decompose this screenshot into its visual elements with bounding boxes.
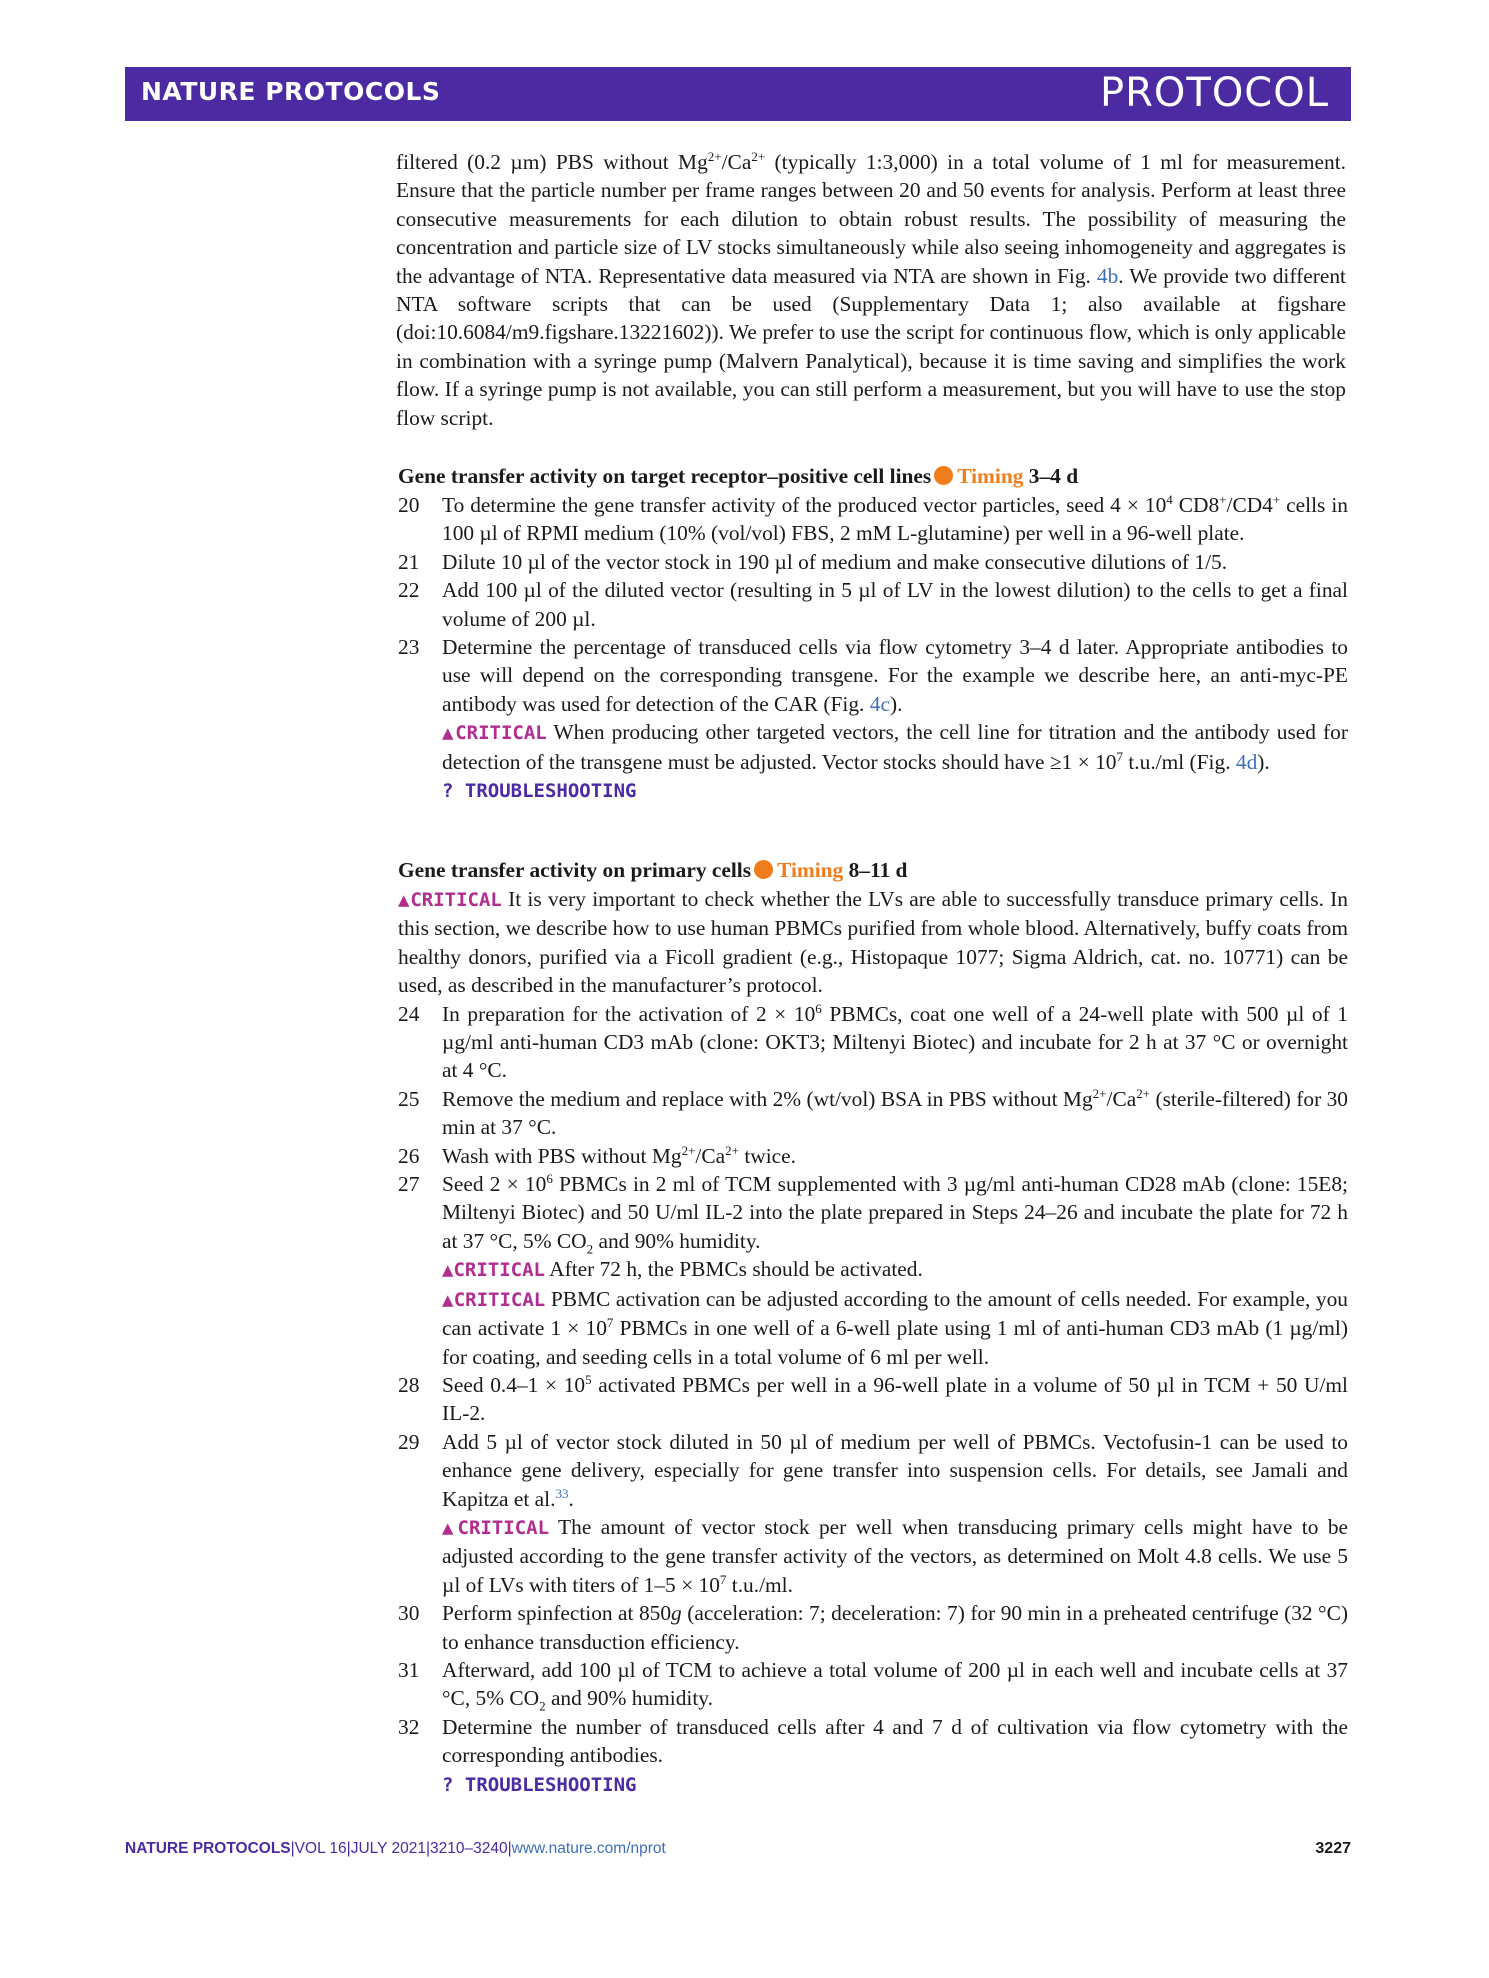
footer-pages: 3210–3240 xyxy=(430,1840,508,1857)
step-20: 20 To determine the gene transfer activity of the produced vector particles, seed $4 \times 10^4$ CD8+/CD4+ cells in 100 µl of RPMI medium (10% (vol/vol) FBS, 2 mM L-glutamine) per well in a 96-well plate. xyxy=(398,491,1348,546)
step-30: 30 Perform spinfection at 850g (acceleration: 7; deceleration: 7) for 90 min in a preheated centrifuge (32 °C) to enhance transduction efficiency. xyxy=(398,1601,1348,1654)
header-bar xyxy=(125,67,1351,121)
footer-date: JULY 2021 xyxy=(350,1840,426,1857)
steps-section-2 xyxy=(398,885,1348,1799)
step-28: 28 Seed $0.4-1 \times 10^5$ activated PBMCs per well in a 96-well plate in a volume of 50 µl in TCM + 50 U/ml IL-2. xyxy=(398,1371,1348,1426)
footer-journal: NATURE PROTOCOLS xyxy=(125,1840,291,1857)
page-number: 3227 xyxy=(1315,1840,1351,1857)
step-25: 25 Remove the medium and replace with 2% (wt/vol) BSA in PBS without $Mg^{2+}/Ca^{2+}$ (sterile-filtered) for 30 min at 37 °C. xyxy=(398,1085,1348,1140)
intro-paragraph: filtered (0.2 µm) PBS without $Mg^{2+}/Ca^{2+}$ (typically 1:3,000) in a total volume of 1 ml for measurement. Ensure that the particle number per frame ranges between 20 and 50 events for analysis. Perform at least three consecutive measurements for each dilution to obtain robust results. The possibility of measuring the concentration and particle size of LV stocks simultaneously while also seeing inhomogeneity and aggregates is the advantage of NTA. Representative data measured via NTA are shown in Fig. 4b. We provide two different NTA software scripts that can be used (Supplementary Data 1; also available at figshare (doi:10.6084/m9.figshare.13221602)). We prefer to use the script for continuous flow, which is only applicable in combination with a syringe pump (Malvern Panalytical), because it is time saving and simplifies the work flow. If a syringe pump is not available, you can still perform a measurement, but you will have to use the stop flow script. xyxy=(396,148,1346,430)
troubleshooting-link[interactable]: ? TROUBLESHOOTING xyxy=(442,780,637,803)
figure-link-4c[interactable]: 4c xyxy=(869,691,890,716)
step-27: 27 Seed $2 \times 10^6$ PBMCs in 2 ml of TCM supplemented with 3 µg/ml anti-human CD28 mAb (clone: 15E8; Miltenyi Biotec) and 50 U/ml IL-2 into the plate prepared in Steps 24–26 and incubate the plate for 72 h at 37 °C, 5% $CO_2$ and 90% humidity. xyxy=(398,1170,1348,1257)
step-26: 26 Wash with PBS without $Mg^{2+}/Ca^{2+}$ twice. xyxy=(398,1142,796,1168)
timing-dot-icon xyxy=(754,860,773,879)
page-footer: NATURE PROTOCOLS|VOL 16|JULY 2021|3210–3240|www.nature.com/nprot 3227 xyxy=(125,1840,1351,1857)
section-intro: ▲CRITICAL It is very important to check whether the LVs are able to successfully transduce primary cells. In this section, we describe how to use human PBMCs purified from whole blood. Alternatively, buffy coats from healthy donors, purified via a Ficoll gradient (e.g., Histopaque 1077; Sigma Aldrich, cat. no. 10771) can be used, as described in the manufacturer’s protocol. xyxy=(398,887,1348,998)
critical-note: ▲CRITICAL The amount of vector stock per well when transducing primary cells might have to be adjusted according to the gene transfer activity of the vectors, as determined on Molt 4.8 cells. We use 5 µl of LVs with titers of $1-5 \times 10^7$ t.u./ml. xyxy=(442,1514,1349,1597)
footer-volume: VOL 16 xyxy=(294,1840,347,1857)
intro-block xyxy=(396,148,1346,432)
step-23: 23 Determine the percentage of transduced cells via flow cytometry 3–4 d later. Appropriate antibodies to use will depend on the corresponding transgene. For the example we describe here, an anti-myc-PE antibody was used for detection of the CAR (Fig. 4c). xyxy=(398,635,1348,716)
step-24: 24 In preparation for the activation of $2 \times 10^6$ PBMCs, coat one well of a 24-well plate with 500 µl of 1 µg/ml anti-human CD3 mAb (clone: OKT3; Miltenyi Biotec) and incubate for 2 h at 37 °C or overnight at 4 °C. xyxy=(398,1000,1348,1083)
critical-note: ▲CRITICAL PBMC activation can be adjusted according to the amount of cells needed. For example, you can activate $1 \times 10^7$ PBMCs in one well of a 6-well plate using 1 ml of anti-human CD3 mAb (1 µg/ml) for coating, and seeding cells in a total volume of 6 ml per well. xyxy=(442,1286,1349,1369)
footer-url[interactable]: www.nature.com/nprot xyxy=(511,1840,666,1857)
step-22: 22 Add 100 µl of the diluted vector (resulting in 5 µl of LV in the lowest dilution) to the cells to get a final volume of 200 µl. xyxy=(398,578,1348,631)
step-31: 31 Afterward, add 100 µl of TCM to achieve a total volume of 200 µl in each well and incubate cells at 37 °C, 5% $CO_2$ and 90% humidity. xyxy=(398,1657,1348,1714)
step-21: 21 Dilute 10 µl of the vector stock in 190 µl of medium and make consecutive dilutions of 1/5. xyxy=(398,549,1228,574)
figure-link-4b[interactable]: 4b xyxy=(1096,263,1119,288)
critical-note: ▲CRITICAL When producing other targeted vectors, the cell line for titration and the antibody used for detection of the transgene must be adjusted. Vector stocks should have $\ge 1 \times 10^7$ t.u./ml (Fig. 4d). xyxy=(442,720,1348,774)
timing-dot-icon xyxy=(934,466,953,485)
section-heading-primary-cells: Gene transfer activity on primary cells Timing 8–11 d xyxy=(398,858,908,882)
journal-name: NATURE PROTOCOLS xyxy=(141,77,441,106)
steps-section-1 xyxy=(398,491,1348,805)
critical-note: ▲CRITICAL After 72 h, the PBMCs should be activated. xyxy=(442,1257,923,1282)
step-32: 32 Determine the number of transduced cells after 4 and 7 d of cultivation via flow cytometry with the corresponding antibodies. xyxy=(398,1714,1348,1768)
section-label: PROTOCOL xyxy=(1099,70,1329,116)
reference-link-33[interactable]: 33 xyxy=(555,1485,569,1501)
step-29: 29 Add 5 µl of vector stock diluted in 50 µl of medium per well of PBMCs. Vectofusin-1 can be used to enhance gene delivery, especially for gene transfer into suspension cells. For details, see Jamali and Kapitza et al.$^{33}$. xyxy=(398,1429,1348,1511)
figure-link-4d[interactable]: 4d xyxy=(1235,749,1258,774)
section-heading-cell-lines: Gene transfer activity on target receptor–positive cell lines Timing 3–4 d xyxy=(398,464,1079,488)
troubleshooting-link[interactable]: ? TROUBLESHOOTING xyxy=(442,1773,637,1796)
